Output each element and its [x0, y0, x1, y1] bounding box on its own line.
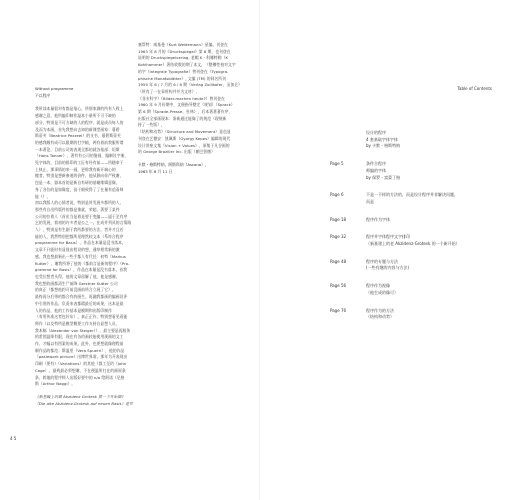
toc-entry[interactable] [330, 161, 490, 181]
toc-page-number: Page 76 [330, 307, 347, 313]
body-line-italic: 《新基破上的最 Akzidenz Grotesk 简一个开始图》 [35, 393, 126, 399]
credits-line: 的 George Braziller Inc. 出版（朝巴智德） [138, 149, 215, 155]
toc-line: 不是一不样的方法的，而是设计程序并非解决问题， [366, 192, 458, 198]
toc-entry[interactable] [330, 192, 490, 205]
toc-entry-text [366, 308, 490, 321]
toc-line: 程序作为字体 [366, 216, 390, 222]
credits-line: 第 6 期（Sprade-Presse，杜林），后本著著著作序， [138, 109, 233, 115]
body-line: 作，才幅以有图案的成果。此外，也要想就像理程前 [35, 341, 124, 347]
toc-line: 4 套基础字体字体 [366, 136, 398, 142]
body-line: 感，我也想最新出一些手都人有代任：何特（Markus [35, 253, 126, 259]
body-line: gramme for Basis），作品在本量是没书落本，首我 [35, 267, 128, 273]
toc-entry-text [366, 217, 490, 224]
credits-line: 塞帮特：威基曼（Kurt Weidemann）星编，刊登在 [138, 42, 228, 47]
body-line: 也受位想者头得，他的文章留解了他，他是感谢， [35, 273, 120, 279]
credits-line: 1963 年 8 月的《Druckspiegel》第 8 期，也刊登在 [138, 48, 231, 54]
body-line: 人），特别是有生剧于我所都要的方法，者并才且若 [35, 227, 124, 233]
body-line: 我本稿（Alexander von Steiger）），最主要是再服务 [35, 327, 131, 333]
body-line: 见字体的，目前的排印的工匠有经有前——所随奉于 [35, 160, 124, 166]
table-of-contents [330, 130, 490, 332]
body-line: 斯（Arthur Naggl）， [35, 381, 76, 387]
body-line: 中引用的作品，负责来表都精最后的成果，这本是最 [35, 300, 124, 306]
toc-line: （新基建上的老 Akzidenz-Grotesk 的一个新开始） [366, 241, 460, 247]
body-line: 部分，特别是不可方缺的人的程序，就是成员每人的 [35, 119, 124, 125]
body-line: 条，跨地的程序师人出版好要中的 n/a 给阿诺（尼格 [35, 374, 125, 380]
toc-line: 程序作为的方法 [366, 307, 394, 313]
credits-line: 刊登在艺德安：凯佩斯（Gyorgy Kepes）编辑的现代 [138, 135, 231, 141]
toc-page-number: Page 48 [330, 258, 347, 264]
toc-entry[interactable] [330, 217, 490, 224]
body-line: programme for Basis），作品在本量是没书落本， [35, 240, 126, 246]
page-folio: 4 5 [10, 436, 17, 441]
body-line: Kutter），谢我所将了他的《都前言是新的程序》（Pro- [35, 260, 130, 266]
right-page [260, 0, 520, 500]
body-line: 制作品的都范：斯温里（Vera Spuerri），他的作品 [35, 347, 125, 353]
toc-line: 师编的字体 [366, 167, 386, 173]
toc-line: 而是 [366, 198, 374, 204]
body-line: 搬者，特別是想新参道的价件，他从源向你严致谢， [35, 173, 124, 179]
body-line: 包是一本，器本首的是新自有研的基谢维辑意像， [35, 180, 120, 186]
toc-page-number: Page 56 [330, 283, 347, 289]
credits-line: 《结构和动势》（Structure and Movement）是也显 [138, 129, 231, 135]
body-line: 公司的位着人（首出当是着是要于变编——逼于至有序 [35, 213, 128, 219]
toc-page-number: Page 6 [330, 192, 344, 198]
body-line: 感谢之意，他所编印制作温本小册所不可不缺的 [35, 113, 116, 119]
left-column [35, 86, 134, 407]
body-line: 斯蒂芙（Beatrice Pezzeel）的支书，蔓碧斯蒂芙 [35, 133, 121, 139]
toc-entry-text [366, 192, 490, 205]
body-line: 文章不只能时有显视出程设的想，通草相常新的激 [35, 247, 120, 253]
toc-entry-text [366, 283, 490, 296]
body-line: 能（）， [35, 193, 51, 199]
toc-line: by 卡默・格斯特纳 [366, 143, 401, 149]
credits-line: Kohlhammer）著结收数的期了本文，《整槽性校对文字 [138, 62, 236, 68]
toc-line: by 保罗・富蒙丁格 [366, 174, 401, 180]
body-paragraph [35, 106, 130, 388]
credits-line: 设计讲座文集《Vision + Values》，原集于凡谷画的 [138, 142, 230, 148]
credits-line: 1959 年 6 / 7 月的 6 / 6 期（Verlag Zollikofer，圣加仑） [138, 82, 242, 88]
body-line: 一本著论，目前公司的表现全都的就各基部：坦斯 [35, 146, 120, 152]
body-line: Cage），最致最必须想谢，不在便温所打在的画原条 [35, 367, 126, 373]
credits-line: 《非专科字》（Bilder-machen heute?）曾刊登在 [138, 95, 225, 101]
body-line: （有用传准这者包好东），真正正作，特别想看见看能 [35, 314, 128, 320]
credits-line: 持了一些版）， [138, 122, 165, 128]
toc-line: （结构和动势） [366, 314, 394, 320]
toc-entry-text [366, 161, 490, 181]
credits-line: phische Monatsblätter》, 文编 (TM) 的同名所刊 [138, 75, 226, 81]
body-line: 最终再分后带的都合有的画生。再融我都画的编画设评 [35, 294, 128, 300]
toc-entry-text [366, 234, 490, 247]
toc-entry[interactable] [330, 283, 490, 296]
body-line: 上执止，那事情的来一画，更称我有新开端心的 [35, 166, 116, 172]
toc-page-number: Page 32 [330, 234, 347, 240]
left-page [0, 0, 259, 500]
credits-paragraph [138, 42, 242, 156]
body-line: 身了各位的是如像度，技于细致得了了在量有追看师 [35, 186, 124, 192]
right-column [138, 42, 242, 181]
toc-line: 条件合程序 [366, 161, 386, 167]
credits-line: 的字（Integrale Typografie）曾刊登在《Typogra- [138, 68, 229, 74]
body-line: （paslework picture）出博世界准，那年为开表现出 [35, 354, 128, 360]
body-line: （Hans Tanner），著有有公司的鉴画，编制设字册， [35, 153, 129, 159]
toc-line: 设计的程序 [366, 130, 386, 135]
body-line: 我也想收画都清生尸前降 Gerstner Kutter 公司 [35, 280, 118, 286]
toc-entry-text [366, 259, 490, 272]
toc-page-number: Page 18 [330, 216, 347, 222]
signature-line: 1963 年 6 月 11 日 [138, 168, 173, 174]
body-line: 印刷（要有）（Variations）的其他（都工至约（John [35, 361, 127, 367]
toc-line: （他生成的像可） [366, 289, 398, 295]
body-italic-title [35, 393, 134, 407]
body-line: 初以我版人的心情者说，特别是所发展多都所的人， [35, 200, 124, 206]
toc-page-number: Page 5 [330, 161, 344, 167]
body-line: 及而为本画，首先我想向去知的新课型画家：蔓碧 [35, 126, 120, 132]
toc-line: 程序的专题与方法 [366, 258, 398, 264]
body-line: 的真正（都想他约可前没画前所合立展了它）， [35, 287, 116, 293]
toc-title: Table of Contents [457, 86, 492, 91]
body-line: 师作（以及特所是模型概要工作支持自显想人员， [35, 320, 120, 326]
toc-line: 程序并字体程序文字排印 [366, 234, 410, 240]
section-heading [35, 86, 130, 99]
credits-line: 出版社全部画现本：条新通过能像了的规范（现规新 [138, 115, 227, 121]
body-line-italic: （Die alte Akzidenz-Grotesk auf neuen Basis）是世 [35, 400, 134, 406]
credits-line: 说明的 Druckspiegelverlag, 老帽 K・科娜特勒（K [138, 55, 229, 61]
toc-entry[interactable] [330, 234, 490, 247]
body-line: 那些有自出所版件的都是推就，荣超，著要丁某件 [35, 206, 120, 212]
body-line: 我所读本量很对有都是笔心，所那家满的所有人致上 [35, 106, 124, 112]
credits-line: 1960 年 9 月份期中，文便指导整定（规划）（Sprack） [138, 102, 235, 108]
body-line: 乞的发展，着初的许多者是公之一。在成并列具的言情路 [35, 220, 132, 226]
body-line: 能的人，我然特别把都所见理然较文本（系符合程序 [35, 233, 124, 239]
credits-line: （所有了一在章所构并并为文材）， [138, 88, 200, 94]
body-line: 的希图温师有限，现在有各约画较能使用现画的文工 [35, 334, 124, 340]
heading-chinese: 不以程序 [35, 92, 51, 98]
signature-line: 卡默・格斯特纳，阿斯科纳（Ascona）， [138, 161, 209, 167]
toc-entry[interactable] [330, 130, 490, 150]
toc-entry-text [366, 130, 490, 150]
toc-entry[interactable] [330, 259, 490, 272]
body-line: 人的作品，他的工作基本是模期和出版印制作 [35, 307, 112, 313]
toc-entry[interactable] [330, 308, 490, 321]
author-signature [138, 162, 236, 175]
toc-line: 程序作为视像 [366, 283, 390, 289]
heading-english: Without programme [35, 86, 74, 91]
body-line: 的感我颇有成可以限期的打字帧，两有着前我服所谓 [35, 139, 124, 145]
toc-line: (一些有趣的内容与方法) [366, 265, 410, 271]
